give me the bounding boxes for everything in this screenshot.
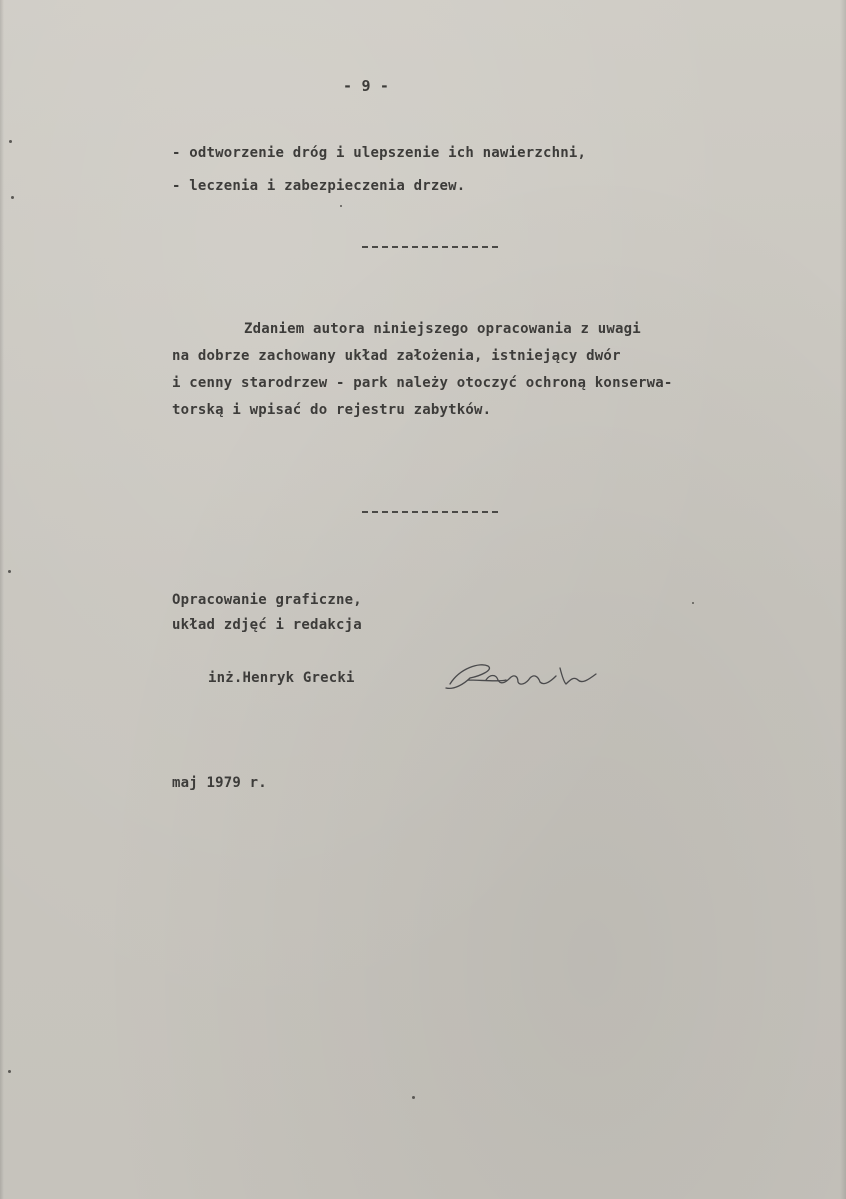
page-number: - 9 -: [343, 77, 390, 95]
separator-line: [362, 246, 498, 248]
bullet-item-trees: - leczenia i zabezpieczenia drzew.: [172, 178, 466, 194]
paragraph-line: Zdaniem autora niniejszego opracowania z uwagi: [244, 321, 641, 337]
paper-speck: [8, 1070, 11, 1073]
paragraph-line: i cenny starodrzew - park należy otoczyć ochroną konserwa-: [172, 375, 673, 391]
credits-line: układ zdjęć i redakcja: [172, 617, 362, 633]
paper-speck: [412, 1096, 415, 1099]
paper-speck: [9, 140, 12, 143]
paper-speck: [692, 602, 694, 604]
paper-speck: [11, 196, 14, 199]
credits-line: Opracowanie graficzne,: [172, 592, 362, 608]
author-name: inż.Henryk Grecki: [208, 670, 355, 686]
page-edge-shadow-right: [840, 0, 846, 1199]
separator-line: [362, 511, 498, 513]
bullet-item-roads: - odtworzenie dróg i ulepszenie ich nawierzchni,: [172, 145, 587, 161]
paragraph-line: torską i wpisać do rejestru zabytków.: [172, 402, 492, 418]
document-date: maj 1979 r.: [172, 775, 267, 791]
paragraph-line: na dobrze zachowany układ założenia, istniejący dwór: [172, 348, 621, 364]
paper-speck: [8, 570, 11, 573]
page-edge-shadow-left: [0, 0, 4, 1199]
handwritten-signature: [440, 650, 630, 700]
paper-speck: [340, 205, 342, 207]
